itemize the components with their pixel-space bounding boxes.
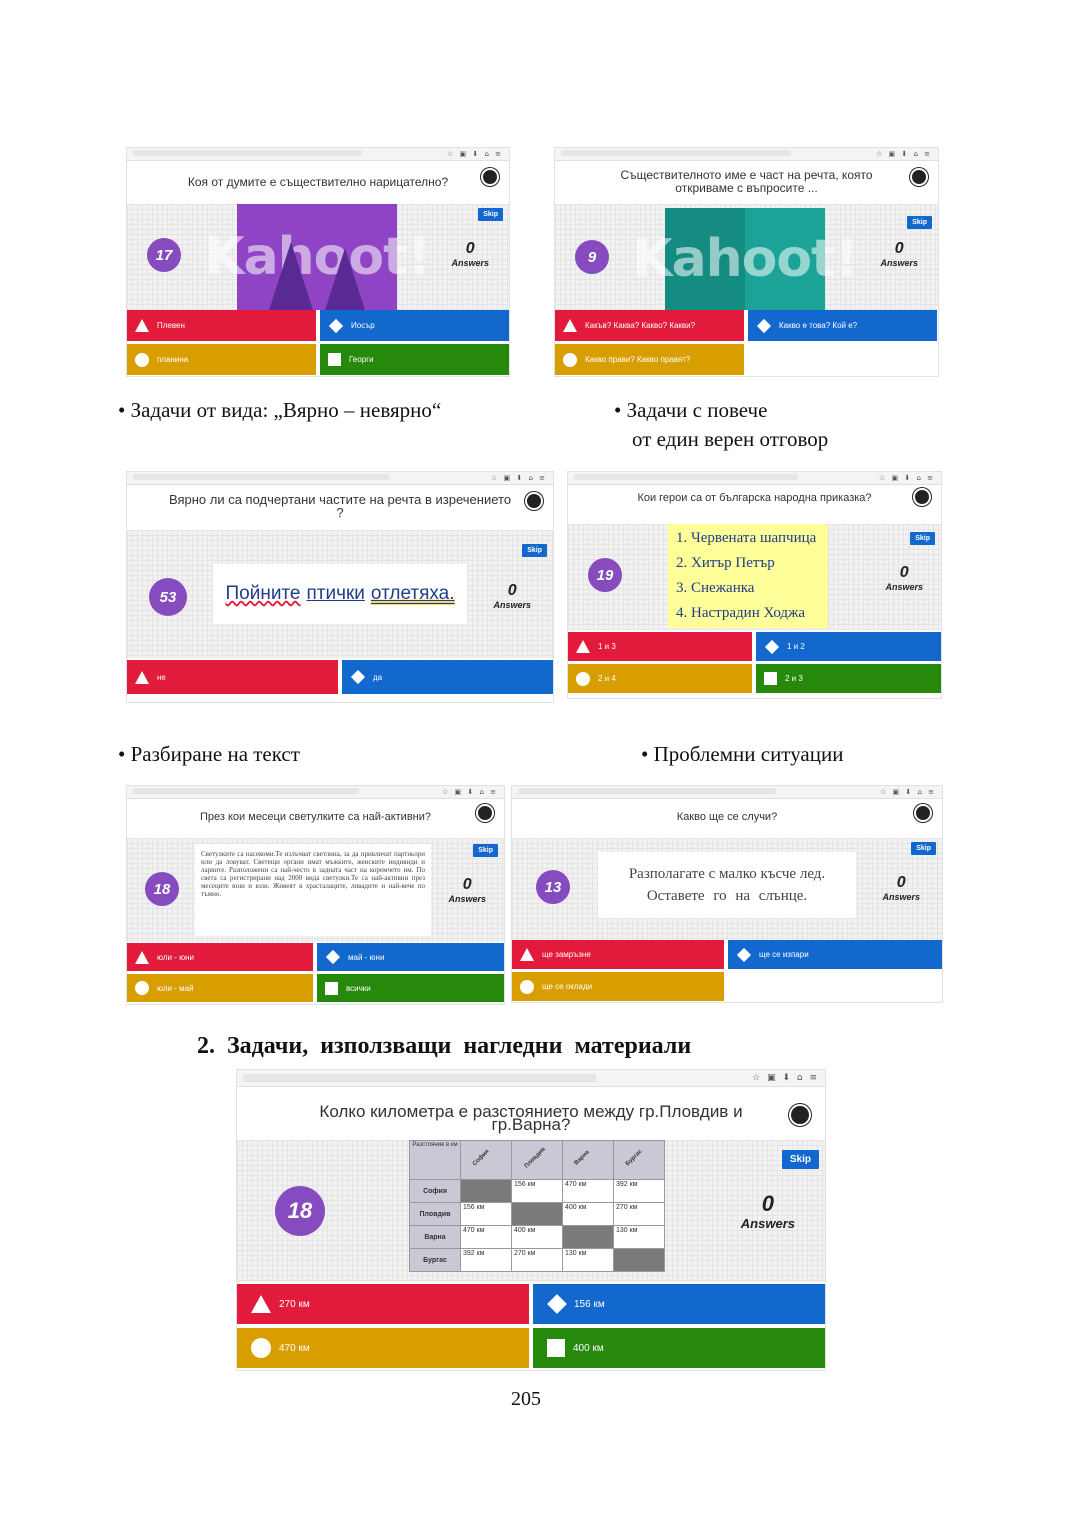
browser-tool-icons: ☆ ▣ ⬇ ⌂ ≡ — [876, 150, 932, 158]
triangle-icon — [251, 1295, 271, 1313]
table-cell — [563, 1226, 614, 1249]
diamond-icon — [329, 318, 343, 332]
kahoot-screenshot-folk-tale-heroes — [568, 472, 941, 698]
answer-tile-square[interactable] — [320, 344, 509, 375]
kahoot-logo-image — [204, 204, 430, 310]
sentence-word-underlined-wavy: Пойните — [225, 583, 301, 604]
kahoot-logo-text: Kahoot! — [204, 227, 430, 287]
answer-label: Какъв? Каква? Какво? Какви? — [585, 321, 696, 330]
table-row — [410, 1249, 665, 1272]
address-bar[interactable] — [243, 1074, 596, 1082]
list-item: 4. Настрадин Ходжа — [676, 605, 806, 621]
caption-problem-situations: • Проблемни ситуации — [641, 742, 844, 766]
diamond-icon — [737, 947, 751, 961]
timer-badge: 17 — [147, 238, 181, 272]
table-cell: 470 км — [461, 1226, 512, 1249]
diamond-icon — [351, 670, 365, 684]
row-header: Варна — [410, 1226, 461, 1249]
table-cell — [461, 1180, 512, 1203]
list-item: 3. Снежанка — [676, 580, 755, 596]
question-text: Коя от думите е съществително нарицателно? — [187, 174, 449, 189]
table-row — [410, 1203, 665, 1226]
answer-tile-diamond[interactable] — [317, 943, 504, 971]
distance-table — [409, 1140, 665, 1272]
skip-button[interactable]: Skip — [910, 532, 935, 545]
circle-icon — [251, 1338, 271, 1358]
browser-tool-icons: ☆ ▣ ⬇ ⌂ ≡ — [442, 788, 498, 796]
table-row — [410, 1226, 665, 1249]
answer-tile-circle[interactable] — [127, 974, 313, 1002]
answer-label: Георги — [349, 355, 374, 364]
timer-badge: 18 — [275, 1186, 325, 1236]
answer-tile-diamond[interactable] — [533, 1284, 825, 1324]
question-text: Какво ще се случи? — [676, 810, 778, 823]
answers-counter: 0 Answers — [880, 240, 918, 268]
fullscreen-icon[interactable] — [476, 804, 494, 822]
answer-label: 1 и 3 — [598, 642, 616, 651]
timer-badge: 13 — [536, 870, 570, 904]
skip-button[interactable]: Skip — [478, 208, 503, 221]
scenario-line: Разполагате с малко късче лед. — [628, 866, 826, 882]
list-item: 2. Хитър Петър — [676, 555, 775, 571]
column-header: Пловдив — [512, 1141, 563, 1180]
answer-label: 470 км — [279, 1342, 310, 1354]
timer-badge: 19 — [588, 558, 622, 592]
answer-label: юли - май — [157, 983, 194, 993]
caption-true-false: • Задачи от вида: „Вярно – невярно“ — [118, 398, 442, 422]
answer-tile-triangle[interactable] — [127, 943, 313, 971]
answer-label: ще замръзне — [542, 950, 591, 959]
triangle-shape-icon — [269, 242, 313, 310]
table-cell: 156 км — [461, 1203, 512, 1226]
fullscreen-icon[interactable] — [914, 804, 932, 822]
row-header: София — [410, 1180, 461, 1203]
kahoot-logo-image — [632, 208, 858, 310]
square-icon — [764, 672, 777, 685]
diamond-icon — [326, 950, 340, 964]
column-header: Бургас — [614, 1141, 665, 1180]
answer-label: ще се оклади — [542, 982, 593, 991]
table-cell: 400 км — [563, 1203, 614, 1226]
answer-label: юли - юни — [157, 952, 194, 962]
answer-label: 1 и 2 — [787, 642, 805, 651]
skip-button[interactable]: Skip — [911, 842, 936, 855]
answer-label: май - юни — [348, 952, 385, 962]
answer-label: ще се изпари — [759, 950, 809, 959]
answer-label: планина — [157, 355, 189, 364]
answer-tile-diamond[interactable] — [756, 632, 941, 661]
fullscreen-icon[interactable] — [481, 168, 499, 186]
question-text: Вярно ли са подчертани частите на речта в изречението ? — [168, 492, 512, 520]
circle-icon — [576, 672, 590, 686]
sentence-image — [213, 564, 467, 624]
answer-label: Какво прави? Какво правят? — [585, 355, 691, 364]
answer-tile-circle[interactable] — [127, 344, 316, 375]
caption-multi-answer-line2: от един верен отговор — [632, 427, 829, 451]
address-bar[interactable] — [133, 150, 362, 156]
sentence-word-underlined-double: отлетяха. — [370, 583, 455, 604]
kahoot-screenshot-common-noun — [127, 148, 509, 376]
column-header: Варна — [563, 1141, 614, 1180]
diamond-icon — [547, 1294, 567, 1314]
kahoot-screenshot-parts-of-speech — [127, 472, 553, 702]
fullscreen-icon[interactable] — [789, 1104, 811, 1126]
skip-button[interactable]: Skip — [782, 1150, 819, 1169]
section-heading: 2. Задачи, използващи нагледни материали — [197, 1033, 692, 1059]
answers-counter: 0 Answers — [882, 874, 920, 902]
table-cell — [614, 1249, 665, 1272]
circle-icon — [135, 353, 149, 367]
table-cell: 130 км — [614, 1226, 665, 1249]
skip-button[interactable]: Skip — [473, 844, 498, 857]
sentence-word-underlined-single: птички — [306, 583, 365, 604]
question-text: Колко километра е разстоянието между гр.Пловдив и гр.Варна? — [319, 1102, 743, 1134]
triangle-icon — [520, 948, 534, 961]
firefly-passage: Светулките са насекоми.Те излъчват светлина, за да привличат партньори или да ловуват. Светещи органи имат мъжките, женските индивиди и ларвите. Разположени са най-често в задната част на коремчето им. По света са регистрирани над 2000 вида светулки.Те са най-активни през месеците юни и юли. Живеят в храсталаците, ливадите и най-вече по тъмно. — [195, 844, 431, 936]
answer-tile-diamond[interactable] — [728, 940, 942, 969]
triangle-icon — [135, 319, 149, 332]
answer-tile-square[interactable] — [756, 664, 941, 693]
answer-label: Плевен — [157, 321, 185, 330]
timer-badge: 18 — [145, 872, 179, 906]
table-cell: 470 км — [563, 1180, 614, 1203]
square-icon — [547, 1339, 565, 1357]
browser-toolbar — [237, 1070, 825, 1087]
skip-button[interactable]: Skip — [907, 216, 932, 229]
answer-label: всички — [346, 983, 371, 993]
table-cell: 392 км — [614, 1180, 665, 1203]
table-row — [410, 1180, 665, 1203]
kahoot-screenshot-distance-table — [237, 1070, 825, 1370]
triangle-icon — [563, 319, 577, 332]
answer-tile-triangle[interactable] — [555, 310, 744, 341]
answer-tile-diamond[interactable] — [342, 660, 553, 694]
answer-tile-triangle[interactable] — [237, 1284, 529, 1324]
answer-tile-square[interactable] — [317, 974, 504, 1002]
table-cell — [512, 1203, 563, 1226]
kahoot-screenshot-ice-scenario — [512, 786, 942, 1002]
triangle-icon — [135, 671, 149, 684]
question-text: Съществителното име е част на речта, която откриваме с въпросите ... — [620, 168, 873, 195]
answer-label: Иосър — [351, 321, 375, 330]
answer-tile-triangle[interactable] — [127, 660, 338, 694]
answer-tile-square[interactable] — [533, 1328, 825, 1368]
answer-tile-circle[interactable] — [237, 1328, 529, 1368]
answers-counter: 0 Answers — [448, 876, 486, 904]
browser-tool-icons: ☆ ▣ ⬇ ⌂ ≡ — [880, 788, 936, 796]
address-bar[interactable] — [574, 474, 798, 480]
timer-badge: 53 — [149, 578, 187, 616]
scenario-box — [598, 852, 856, 918]
fullscreen-icon[interactable] — [910, 168, 928, 186]
fullscreen-icon[interactable] — [525, 492, 543, 510]
scenario-line: Оставете го на слънце. — [646, 888, 808, 904]
column-header: София — [461, 1141, 512, 1180]
heroes-list — [668, 524, 828, 628]
answer-label: да — [373, 672, 383, 682]
browser-tool-icons: ☆ ▣ ⬇ ⌂ ≡ — [447, 150, 503, 158]
answer-label: 2 и 4 — [598, 674, 616, 683]
circle-icon — [135, 981, 149, 995]
answer-label: 2 и 3 — [785, 674, 803, 683]
kahoot-screenshot-noun-questions — [555, 148, 938, 376]
row-header: Пловдив — [410, 1203, 461, 1226]
list-item: 1. Червената шапчица — [676, 530, 817, 546]
distance-table-image — [409, 1140, 665, 1272]
answer-label: 270 км — [279, 1298, 310, 1310]
table-cell: 130 км — [563, 1249, 614, 1272]
table-cell: 156 км — [512, 1180, 563, 1203]
square-icon — [328, 353, 341, 366]
answers-counter: 0 Answers — [740, 1191, 795, 1231]
caption-multi-answer-line1: • Задачи с повече — [614, 398, 768, 422]
address-bar[interactable] — [133, 788, 359, 794]
answer-tile-diamond[interactable] — [320, 310, 509, 341]
address-bar[interactable] — [133, 474, 389, 480]
table-cell: 270 км — [614, 1203, 665, 1226]
answers-counter: 0 Answers — [451, 240, 489, 268]
table-cell: 400 км — [512, 1226, 563, 1249]
answer-tile-circle[interactable] — [568, 664, 752, 693]
address-bar[interactable] — [518, 788, 776, 794]
fullscreen-icon[interactable] — [913, 488, 931, 506]
page-number: 205 — [511, 1388, 541, 1410]
timer-badge: 9 — [575, 240, 609, 274]
answer-label: не — [157, 672, 166, 682]
answer-label: Какво е това? Кой е? — [779, 321, 858, 330]
answers-counter: 0 Answers — [885, 564, 923, 592]
answer-tile-triangle[interactable] — [512, 940, 724, 969]
triangle-shape-icon — [325, 248, 365, 310]
skip-button[interactable]: Skip — [522, 544, 547, 557]
answer-tile-circle[interactable] — [555, 344, 744, 375]
answer-label: 156 км — [574, 1298, 605, 1310]
table-cell: 392 км — [461, 1249, 512, 1272]
triangle-icon — [576, 640, 590, 653]
answer-tile-triangle[interactable] — [127, 310, 316, 341]
table-cell: 270 км — [512, 1249, 563, 1272]
row-header: Бургас — [410, 1249, 461, 1272]
answer-tile-circle[interactable] — [512, 972, 724, 1001]
kahoot-screenshot-fireflies — [127, 786, 504, 1004]
circle-icon — [563, 353, 577, 367]
square-icon — [325, 982, 338, 995]
kahoot-logo-text: Kahoot! — [632, 229, 858, 289]
browser-tool-icons: ☆ ▣ ⬇ ⌂ ≡ — [491, 474, 547, 482]
circle-icon — [520, 980, 534, 994]
diamond-icon — [757, 318, 771, 332]
table-corner-header: Разстояние в км — [410, 1141, 461, 1180]
question-text: През кои месеци светулките са най-активни? — [200, 810, 431, 823]
diamond-icon — [765, 639, 779, 653]
answers-counter: 0 Answers — [493, 582, 531, 610]
answer-tile-diamond[interactable] — [748, 310, 937, 341]
address-bar[interactable] — [561, 150, 791, 156]
browser-tool-icons: ☆ ▣ ⬇ ⌂ ≡ — [752, 1073, 819, 1083]
caption-text-comprehension: • Разбиране на текст — [118, 742, 300, 766]
answer-tile-triangle[interactable] — [568, 632, 752, 661]
browser-tool-icons: ☆ ▣ ⬇ ⌂ ≡ — [879, 474, 935, 482]
question-text: Кои герои са от българска народна приказка? — [637, 491, 872, 504]
triangle-icon — [135, 951, 149, 964]
answer-label: 400 км — [573, 1342, 604, 1354]
